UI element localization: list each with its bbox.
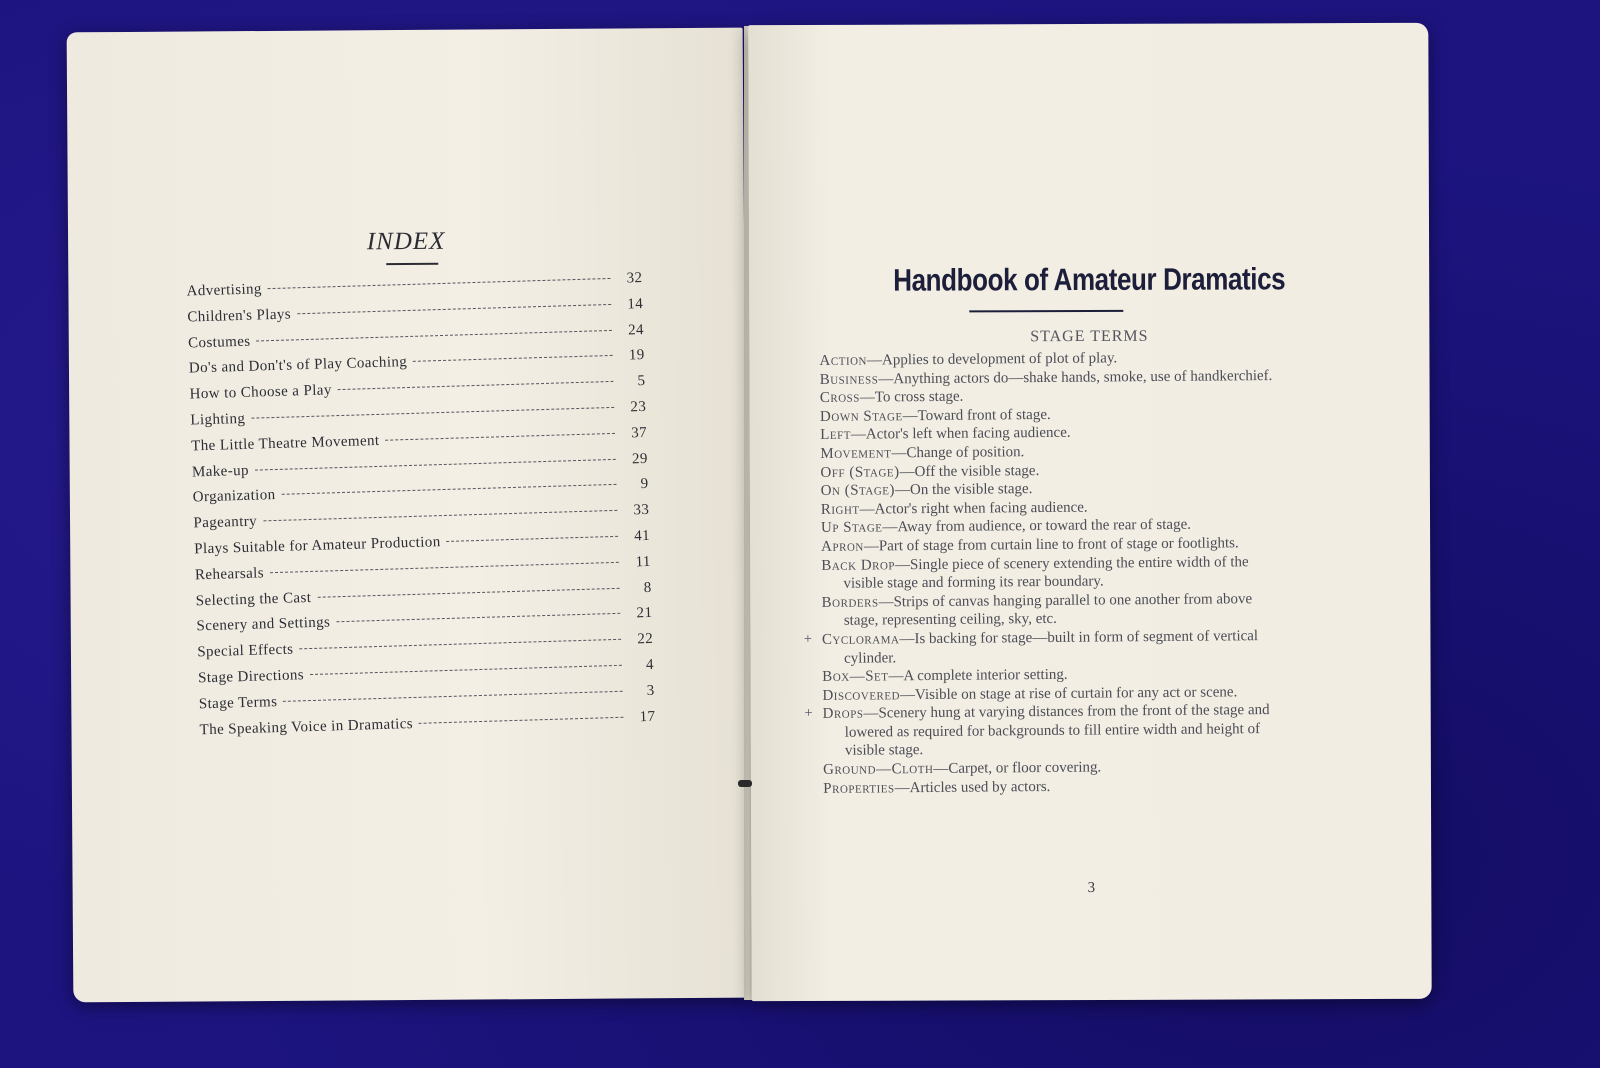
stage-term-definition: —On the visible stage. xyxy=(894,481,1033,499)
stage-term-definition: —Part of stage from curtain line to front of stage or footlights. xyxy=(863,535,1239,555)
index-entry-page: 32 xyxy=(626,270,643,287)
handwritten-mark: + xyxy=(803,631,812,647)
stage-term xyxy=(822,590,1282,631)
book-title-underline xyxy=(969,310,1123,313)
index-entry-page: 37 xyxy=(630,424,648,442)
stage-term-name: Back Drop xyxy=(821,556,896,574)
index-entry-page: 33 xyxy=(633,502,650,519)
left-page xyxy=(67,28,750,1003)
stage-term xyxy=(823,776,1283,799)
index-entry-label: Lighting xyxy=(190,410,246,429)
stage-term-name: Off (Stage) xyxy=(820,463,900,481)
stage-term-definition: —Applies to development of plot of play. xyxy=(866,350,1118,369)
index-leader-dots xyxy=(251,407,614,419)
index-leader-dots xyxy=(317,587,619,597)
handwritten-mark: + xyxy=(804,706,813,722)
stage-term-name: Discovered xyxy=(822,686,901,704)
index-entry-label: The Speaking Voice in Dramatics xyxy=(199,715,414,738)
index-leader-dots xyxy=(299,639,621,650)
index-entry-label: Organization xyxy=(192,487,276,506)
page-number: 3 xyxy=(1087,879,1096,897)
index-leader-dots xyxy=(268,278,611,289)
index-leader-dots xyxy=(338,381,614,390)
index-leader-dots xyxy=(310,665,622,675)
index-entry-page: 23 xyxy=(630,398,647,416)
stage-term-name: Drops xyxy=(822,705,864,723)
index-leader-dots xyxy=(256,330,611,342)
index-entry-label: Costumes xyxy=(187,333,251,352)
index-title: INDEX xyxy=(366,227,446,256)
stage-term-definition: —Articles used by actors. xyxy=(894,778,1051,796)
stage-term xyxy=(803,627,1282,668)
index-entry-label: Children's Plays xyxy=(187,306,292,326)
stage-term-name: Movement xyxy=(820,445,892,462)
index-leader-dots xyxy=(270,562,619,573)
stage-term-name: Ground—Cloth xyxy=(823,761,934,778)
index-entry-page: 3 xyxy=(646,682,655,699)
stage-term-definition: —Actor's right when facing audience. xyxy=(859,499,1088,518)
stage-term-definition: —Anything actors do—shake hands, smoke, use of handkerchief. xyxy=(878,367,1273,388)
binding-staple xyxy=(738,780,752,787)
book-title: Handbook of Amateur Dramatics xyxy=(893,261,1286,298)
index-title-underline xyxy=(386,263,438,265)
index-leader-dots xyxy=(385,433,615,441)
stage-term-definition: —Visible on stage at rise of curtain for any act or scene. xyxy=(899,683,1238,703)
stage-term-name: Down Stage xyxy=(819,408,903,425)
index-entry-page: 21 xyxy=(636,605,653,622)
stage-term-definition: —Single piece of scenery extending the entire width of the visible stage and forming its rear boundary. xyxy=(843,553,1249,592)
index-leader-dots xyxy=(419,716,623,723)
stage-term-name: Borders xyxy=(821,594,879,611)
index-leader-dots xyxy=(255,458,616,470)
stage-term-name: Action xyxy=(819,352,868,369)
stage-term-definition: —Toward front of stage. xyxy=(902,406,1051,425)
index-leader-dots xyxy=(413,355,613,362)
index-entry-label: Pageantry xyxy=(193,513,258,532)
stage-term-name: On (Stage) xyxy=(820,482,896,500)
index-entry-page: 5 xyxy=(637,373,646,390)
index-entry-label: Scenery and Settings xyxy=(196,614,331,635)
index-leader-dots xyxy=(263,510,617,522)
stage-term-definition: —Strips of canvas hanging parallel to one another from above stage, representing ceiling, sky, etc. xyxy=(843,590,1253,630)
stage-term-definition: —To cross stage. xyxy=(859,388,964,406)
stage-term-name: Properties xyxy=(823,779,895,797)
stage-term-definition: —Is backing for stage—built in form of segment of vertical cylinder. xyxy=(844,628,1259,667)
stage-term-definition: —Actor's left when facing audience. xyxy=(850,425,1071,444)
index-entry-label: Stage Directions xyxy=(197,667,305,687)
stage-term-definition: —Change of position. xyxy=(891,444,1025,462)
index-entry-page: 4 xyxy=(645,656,655,674)
stage-term-name: Right xyxy=(820,501,860,518)
index-entry-label: Advertising xyxy=(186,281,263,300)
stage-term-definition: —Scenery hung at varying distances from the front of the stage and lowered as required for backgrounds to fill entire width and height of visible stage. xyxy=(844,702,1270,760)
stage-term-name: Apron xyxy=(821,538,864,555)
index-entry-label: Plays Suitable for Amateur Production xyxy=(194,534,441,558)
index-entry-page: 29 xyxy=(631,450,649,467)
index-list xyxy=(186,270,656,748)
index-entry-label: Special Effects xyxy=(197,641,294,661)
index-entry-label: Stage Terms xyxy=(198,693,278,713)
stage-term-name: Left xyxy=(820,427,851,444)
index-leader-dots xyxy=(282,484,617,495)
index-entry-page: 14 xyxy=(627,295,644,313)
index-entry-label: How to Choose a Play xyxy=(189,382,333,403)
index-leader-dots xyxy=(283,691,622,702)
index-entry-label: Do's and Don't's of Play Coaching xyxy=(188,354,408,377)
index-leader-dots xyxy=(336,613,620,622)
stage-term-definition: —Carpet, or floor covering. xyxy=(933,759,1102,778)
stage-term xyxy=(804,701,1283,761)
stage-term-definition: —A complete interior setting. xyxy=(888,666,1068,685)
stage-term-name: Box—Set xyxy=(822,668,889,686)
index-entry-page: 9 xyxy=(640,476,649,493)
stage-term-definition: —Away from audience, or toward the rear of stage. xyxy=(882,517,1192,536)
index-entry-page: 17 xyxy=(639,708,656,725)
index-leader-dots xyxy=(447,536,619,542)
right-page xyxy=(748,23,1431,1001)
stage-terms-list xyxy=(803,348,1283,798)
index-entry-page: 19 xyxy=(628,347,645,364)
index-entry-label: Selecting the Cast xyxy=(195,589,312,609)
index-entry-page: 41 xyxy=(634,527,651,545)
index-entry-label: The Little Theatre Movement xyxy=(190,432,380,455)
section-heading: STAGE TERMS xyxy=(1030,327,1149,346)
index-entry-label: Rehearsals xyxy=(194,565,265,584)
stage-term-name: Cyclorama xyxy=(821,631,900,648)
index-entry-page: 24 xyxy=(627,321,645,339)
stage-term-name: Cross xyxy=(819,389,860,407)
stage-term-definition: —Off the visible stage. xyxy=(899,462,1040,480)
index-entry-page: 11 xyxy=(635,553,652,571)
index-entry-page: 8 xyxy=(643,579,652,596)
stage-term-name: Up Stage xyxy=(820,519,883,537)
index-leader-dots xyxy=(297,304,611,314)
index-entry-page: 22 xyxy=(637,631,654,648)
stage-term-name: Business xyxy=(819,371,879,388)
stage-term xyxy=(821,552,1281,593)
index-entry-label: Make-up xyxy=(191,462,250,481)
